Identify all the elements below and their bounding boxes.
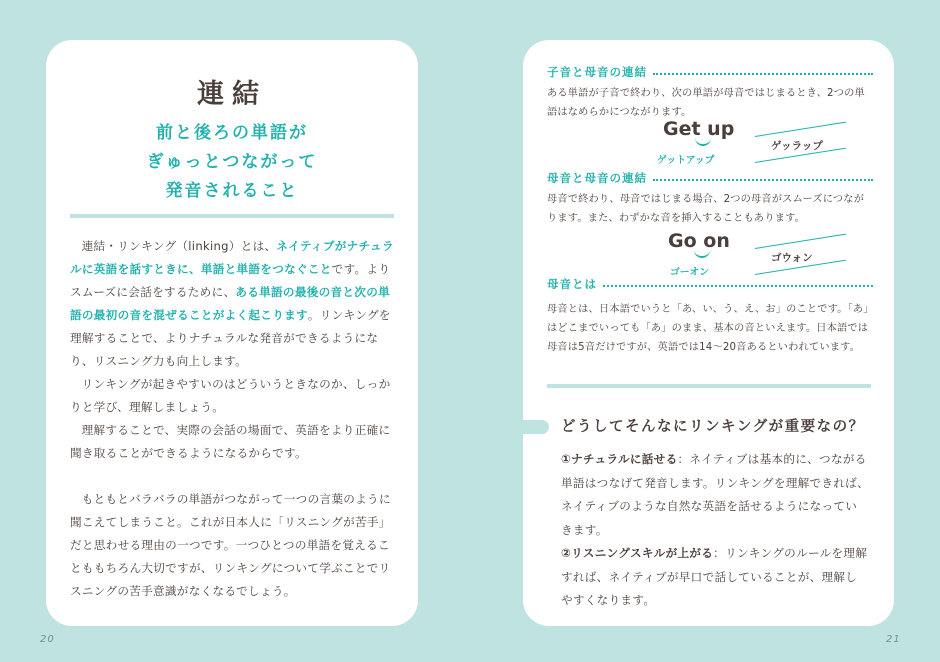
section-heading <box>547 276 873 292</box>
text-run: です。よりスムーズに会話をするために、 <box>70 262 391 299</box>
section-heading <box>547 170 873 186</box>
text-run: 連結・リンキング（linking）とは、 <box>81 239 277 253</box>
paragraph-2: リンキングが起きやすいのはどういうときなのか、しっかりと学び、理解しましょう。 <box>70 377 391 414</box>
right-page-card <box>523 40 894 626</box>
section-vowel-vowel <box>547 170 873 228</box>
section-what-is-vowel <box>547 276 873 357</box>
example-word: Go on <box>668 230 730 252</box>
reason-list <box>559 448 869 613</box>
subtitle-line-3: 発音されること <box>165 181 299 201</box>
highlight-text: ある単語の最後の音と次の単語の最初の音を混ぜることがよく起こります <box>70 285 390 322</box>
linked-pronunciation: ゲッラップ <box>771 140 823 152</box>
paragraph-4: もともとバラバラの単語がつながって一つの言葉のように聞こえてしまうこと。これが日本人に「リスニングが苦手」だと思わせる理由の一つです。一つひとつの単語を覚えることももちろん大切ですが、リンキングについて学ぶことでリスニングの苦手意識がなくなるでしょう。 <box>70 492 391 598</box>
section-heading-text: 母音と母音の連結 <box>547 171 647 185</box>
paragraph-1 <box>70 235 396 373</box>
question-tag-icon <box>523 420 549 434</box>
subtitle-line-2: ぎゅっとつながって <box>146 152 318 172</box>
linked-pronunciation: ゴウォン <box>771 252 813 264</box>
reason-item-2 <box>559 542 869 613</box>
reason-item-1 <box>559 448 869 542</box>
page-subtitle <box>46 119 418 206</box>
subtitle-line-1: 前と後ろの単語が <box>156 123 308 143</box>
reason-sep: ： <box>677 452 690 466</box>
section-heading-text: 母音とは <box>547 277 597 291</box>
example-word: Get up <box>663 118 735 140</box>
slanted-label-box <box>755 122 847 152</box>
slant-line <box>755 234 846 249</box>
slanted-label-box <box>755 234 847 264</box>
reason-text: ネイティブは基本的に、つながる単語はつなげて発音します。リンキングを理解できれば、ネイティブのような自然な英語を話せるようになっていきます。 <box>561 452 869 537</box>
section-heading <box>547 64 873 80</box>
section-consonant-vowel <box>547 64 873 122</box>
reason-sep: ： <box>713 546 726 560</box>
divider <box>70 214 394 218</box>
section-text: 母音とは、日本語でいうと「あ、い、う、え、お」のことです。「あ」はどこまでいっても「あ」のまま、基本の音といえます。日本語では母音は5音だけですが、英語では14〜20音あるといわれています。 <box>547 304 869 353</box>
reason-label: ②リスニングスキルが上がる <box>561 546 714 560</box>
highlight-text: ネイティブがナチュラルに英語を話すときに、単語と単語をつなぐこと <box>70 239 394 276</box>
example-kana: ゲットアップ <box>657 155 715 166</box>
reason-label: ①ナチュラルに話せる <box>561 452 678 466</box>
dotted-rule <box>653 179 873 181</box>
page-number-right: 21 <box>886 634 901 645</box>
dotted-rule <box>603 285 873 287</box>
reason-text: リンキングのルールを理解すれば、ネイティブが早口で話していることが、理解しやすくなります。 <box>561 546 868 607</box>
question-heading: どうしてそんなにリンキングが重要なの？ <box>561 419 865 435</box>
body-text <box>70 235 396 603</box>
left-page-card <box>46 40 418 626</box>
divider <box>547 384 871 388</box>
page-number-left: 20 <box>40 634 55 645</box>
page-title: 連結 <box>197 79 267 110</box>
slant-line <box>755 122 846 137</box>
dotted-rule <box>653 73 873 75</box>
section-text: ある単語が子音で終わり、次の単語が母音ではじまるとき、2つの単語はなめらかにつながります。 <box>547 88 865 118</box>
example-kana: ゴーオン <box>670 267 709 278</box>
paragraph-3: 理解することで、実際の会話の場面で、英語をより正確に聞き取ることができるようになるからです。 <box>70 423 391 460</box>
section-heading-text: 子音と母音の連結 <box>547 65 647 79</box>
text-run: 。リンキングを理解することで、よりナチュラルな発音ができるようになり、リスニング力も向上します。 <box>70 308 391 368</box>
link-smile-icon <box>695 138 711 146</box>
link-smile-icon <box>694 250 710 258</box>
section-text: 母音で終わり、母音ではじまる場合、2つの母音がスムーズにつながります。また、わずかな音を挿入することもあります。 <box>547 194 865 224</box>
